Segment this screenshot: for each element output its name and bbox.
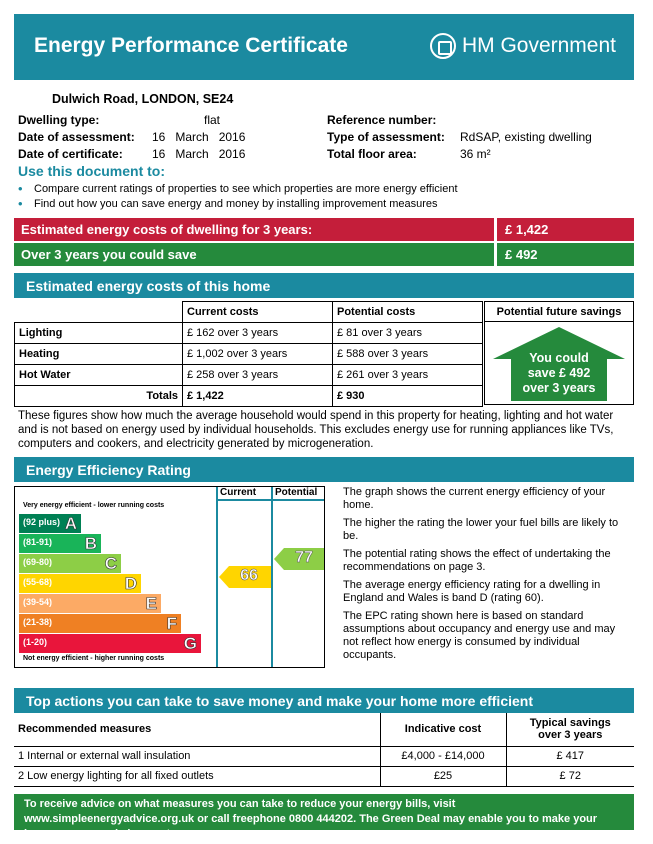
savings-value: £ 492: [505, 247, 538, 262]
rating-band-e: [19, 594, 161, 613]
totals-row: [15, 386, 483, 407]
potential-cost: £ 81 over 3 years: [333, 323, 483, 344]
rating-band-a: [19, 514, 81, 533]
potential-cost: £ 588 over 3 years: [333, 344, 483, 365]
assessment-type-label: Type of assessment:: [327, 130, 445, 144]
actions-table: [14, 713, 634, 787]
band-letter: A: [64, 514, 77, 533]
header-divider: [273, 499, 324, 501]
page-title: Energy Performance Certificate: [34, 34, 348, 57]
current-cost: £ 1,002 over 3 years: [183, 344, 333, 365]
band-range: (69-80): [23, 557, 53, 567]
rating-chart: [14, 486, 325, 668]
table-header: Potential costs: [333, 302, 483, 323]
potential-col-header: Potential: [275, 487, 318, 498]
estimated-cost-value: £ 1,422: [505, 222, 549, 237]
dwelling-type-label: Dwelling type:: [18, 113, 100, 127]
costs-note: These figures show how much the average household would spend in this property for heating, lighting and hot water and is not based on energy used by individual households. This excludes energy use for running appliances like TVs, computers and cookers, and electricity generated by microgeneration.: [18, 410, 614, 450]
potential-cost: £ 261 over 3 years: [333, 365, 483, 386]
gov-name: HM Government: [461, 34, 616, 57]
table-row: [15, 365, 483, 386]
row-label: Heating: [15, 344, 183, 365]
advice-footer: To receive advice on what measures you can take to reduce your energy bills, visit www.simpleenergyadvice.org.uk or call freephone 0800 444202. The Green Deal may enable you to make your home warmer and cheaper to run.: [14, 794, 634, 830]
measure-name: 2 Low energy lighting for all fixed outlets: [14, 766, 380, 786]
current-rating: 66: [240, 567, 258, 584]
costs-table: [14, 301, 483, 407]
band-letter: B: [84, 534, 97, 553]
rating-band-g: [19, 634, 201, 653]
rating-band-b: [19, 534, 101, 553]
reference-label: Reference number:: [327, 113, 437, 127]
rating-band-f: [19, 614, 181, 633]
table-header: Recommended measures: [14, 713, 380, 746]
certificate-date: 16 March 2016: [152, 147, 246, 161]
measure-name: 1 Internal or external wall insulation: [14, 746, 380, 766]
band-letter: E: [145, 594, 157, 613]
use-bullets: [18, 182, 458, 212]
band-letter: F: [166, 614, 177, 633]
measure-cost: £4,000 - £14,000: [380, 746, 506, 766]
totals-label: Totals: [15, 386, 183, 407]
bottom-note: Not energy efficient - higher running costs: [23, 655, 165, 662]
rating-paragraph: The graph shows the current energy efficiency of your home.: [343, 486, 606, 511]
band-range: (39-54): [23, 597, 53, 607]
arrow-line: You could: [529, 351, 589, 365]
band-range: (92 plus): [23, 517, 61, 527]
certificate-date-label: Date of certificate:: [18, 147, 123, 161]
band-letter: C: [104, 554, 117, 573]
current-cost: £ 162 over 3 years: [183, 323, 333, 344]
measure-saving: £ 72: [506, 766, 634, 786]
arrow-line: save £ 492: [527, 366, 591, 380]
table-header-row: [14, 713, 634, 746]
table-row: [15, 323, 483, 344]
current-cost: £ 258 over 3 years: [183, 365, 333, 386]
assessment-date: 16 March 2016: [152, 130, 246, 144]
list-item: • Compare current ratings of properties to see which properties are more energy efficient: [18, 182, 458, 197]
rating-band-d: [19, 574, 141, 593]
band-range: (1-20): [23, 637, 48, 647]
rating-paragraph: The potential rating shows the effect of undertaking the recommendations on page 3.: [343, 548, 611, 573]
rating-band-c: [19, 554, 121, 573]
total-potential: £ 930: [333, 386, 483, 407]
band-letter: G: [183, 634, 197, 653]
measure-saving: £ 417: [506, 746, 634, 766]
list-item: • Find out how you can save energy and money by installing improvement measures: [18, 197, 458, 212]
assessment-type: RdSAP, existing dwelling: [460, 130, 592, 144]
header-divider: [218, 499, 271, 501]
estimated-cost-bar: [14, 218, 634, 241]
estimated-cost-label: Estimated energy costs of dwelling for 3 years:: [21, 222, 313, 237]
savings-arrow-text: [485, 351, 633, 396]
table-row: [15, 344, 483, 365]
table-row: [14, 746, 634, 766]
header-banner: [14, 14, 634, 80]
arrow-line: over 3 years: [522, 381, 596, 395]
floor-area: 36 m²: [460, 147, 491, 161]
band-range: (55-68): [23, 577, 53, 587]
savings-bar: [14, 243, 634, 266]
dwelling-type: flat: [204, 113, 221, 127]
column-divider: [271, 487, 273, 667]
row-label: Lighting: [15, 323, 183, 344]
use-document-title: Use this document to:: [18, 163, 166, 179]
band-letter: D: [124, 574, 137, 593]
table-header: [15, 302, 183, 323]
assessment-date-label: Date of assessment:: [18, 130, 135, 144]
table-header: Typical savings over 3 years: [506, 713, 634, 746]
rating-section-title: Energy Efficiency Rating: [14, 457, 634, 482]
table-header: Indicative cost: [380, 713, 506, 746]
costs-section-title: Estimated energy costs of this home: [14, 273, 634, 298]
future-savings-box: [484, 301, 634, 405]
row-label: Hot Water: [15, 365, 183, 386]
actions-section-title: Top actions you can take to save money and make your home more efficient: [14, 688, 634, 713]
gov-logo: [430, 33, 616, 59]
details-left: [18, 112, 318, 164]
floor-area-label: Total floor area:: [327, 147, 417, 161]
table-row: [14, 766, 634, 786]
future-savings-title: Potential future savings: [485, 302, 633, 322]
table-header: Current costs: [183, 302, 333, 323]
rating-paragraph: The average energy efficiency rating for a dwelling in England and Wales is band D (rating 60).: [343, 579, 601, 604]
property-address: Dulwich Road, LONDON, SE24: [52, 92, 234, 106]
top-note: Very energy efficient - lower running costs: [23, 502, 165, 509]
potential-rating: 77: [295, 549, 313, 566]
savings-label: Over 3 years you could save: [21, 247, 197, 262]
details-right: [327, 112, 627, 164]
column-divider: [216, 487, 218, 667]
crest-icon: [430, 33, 456, 59]
rating-paragraph: The EPC rating shown here is based on standard assumptions about occupancy and energy use and may not reflect how energy is consumed by individual occupants.: [343, 610, 616, 661]
total-current: £ 1,422: [183, 386, 333, 407]
measure-cost: £25: [380, 766, 506, 786]
band-range: (81-91): [23, 537, 53, 547]
current-col-header: Current: [220, 487, 257, 498]
rating-paragraph: The higher the rating the lower your fuel bills are likely to be.: [343, 517, 619, 542]
band-range: (21-38): [23, 617, 53, 627]
